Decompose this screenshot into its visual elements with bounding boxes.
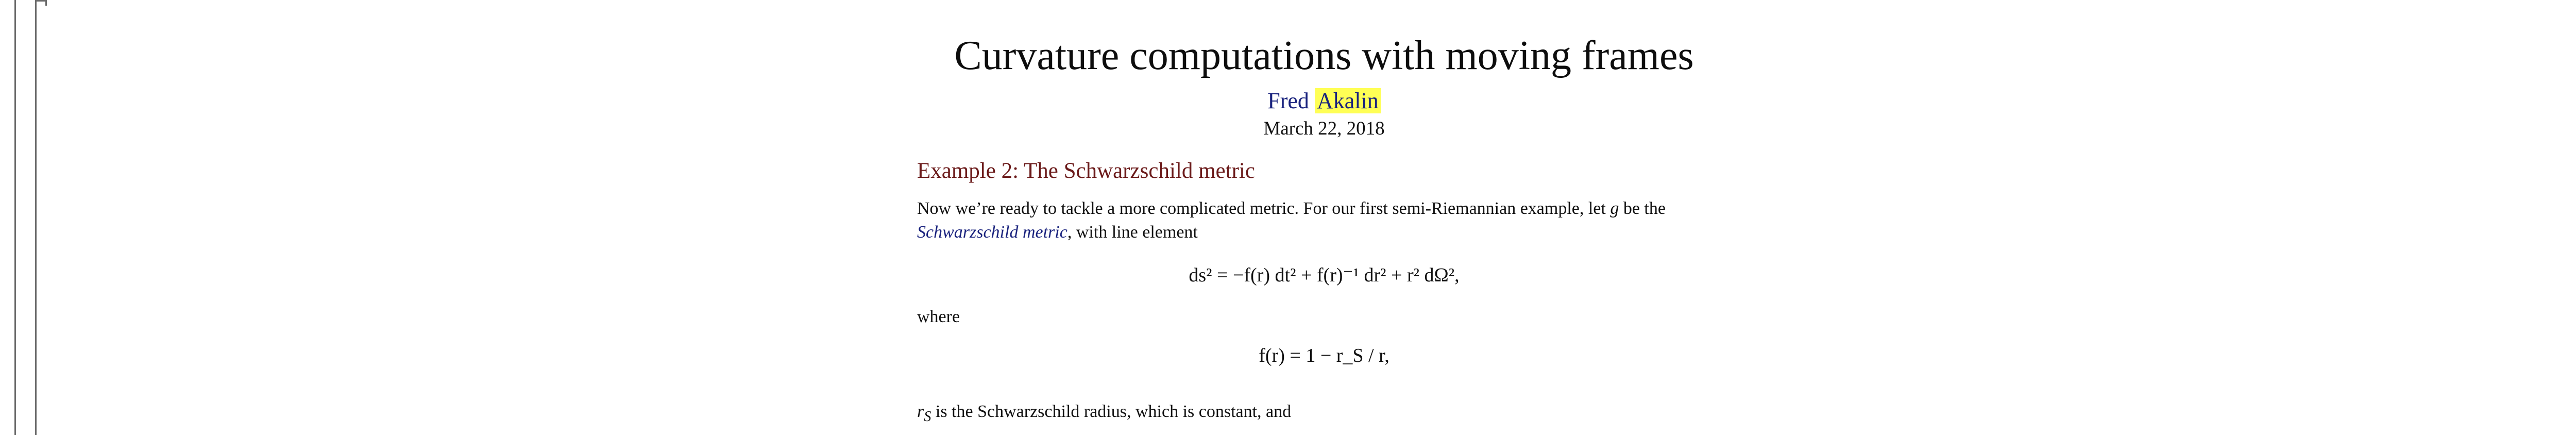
f-of-r-equation: [917, 341, 1731, 370]
metric-variable: g: [1610, 199, 1619, 218]
line-element-equation-text: ds² = −f(r) dt² + f(r)⁻¹ dr² + r² dΩ²,: [1189, 264, 1460, 286]
page-title: Curvature computations with moving frames: [954, 33, 1694, 78]
radius-paragraph: [917, 400, 1731, 429]
line-element-equation: [917, 261, 1731, 290]
window-edge-line: [14, 0, 16, 435]
where-label: where: [917, 307, 960, 326]
publish-date: March 22, 2018: [1263, 118, 1385, 139]
intro-text-a: Now we’re ready to tackle a more complicated metric. For our first semi-Riemannian example, let: [917, 199, 1611, 218]
author-last-name-highlighted[interactable]: Akalin: [1315, 88, 1381, 113]
radius-text: is the Schwarzschild radius, which is constant, and: [931, 402, 1292, 421]
intro-paragraph: [917, 197, 1731, 244]
author-first-name[interactable]: Fred: [1267, 88, 1309, 113]
schwarzschild-metric-link[interactable]: Schwarzschild metric: [917, 223, 1067, 242]
section-heading: Example 2: The Schwarzschild metric: [917, 159, 1255, 183]
intro-text-c: , with line element: [1067, 223, 1198, 242]
intro-text-b: be the: [1619, 199, 1666, 218]
window-frame-line: [35, 0, 37, 435]
author-byline: [917, 86, 1731, 116]
schwarzschild-radius-symbol: $r_S$: [917, 402, 931, 425]
f-of-r-equation-text: f(r) = 1 − r_S / r,: [1259, 345, 1389, 366]
frame-corner: [35, 0, 47, 6]
